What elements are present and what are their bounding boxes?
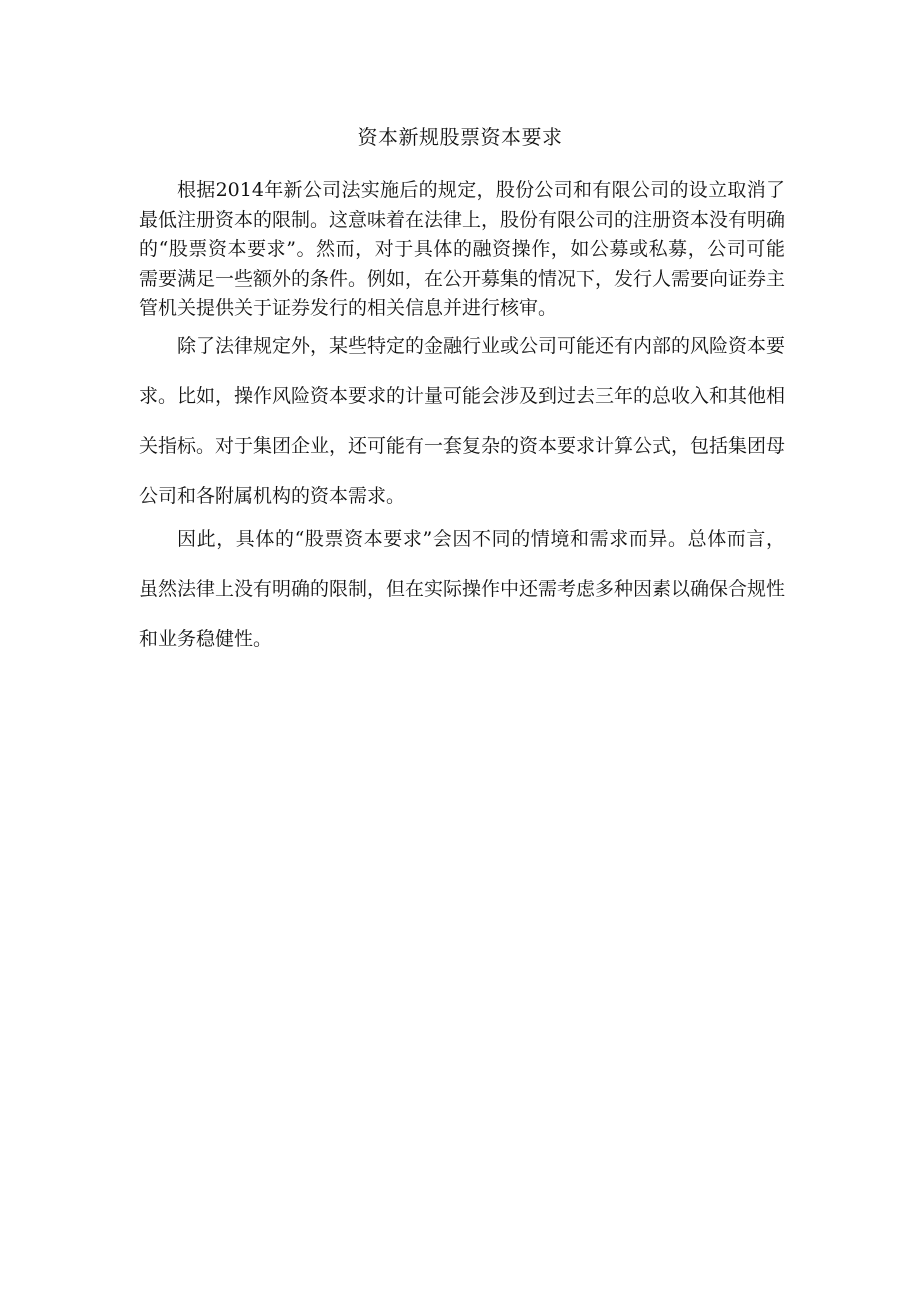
- document-title: 资本新规股票资本要求: [357, 125, 563, 149]
- paragraph-2: 除了法律规定外，某些特定的金融行业或公司可能还有内部的风险资本要求。比如，操作风险资本要求的计量可能会涉及到过去三年的总收入和其他相关指标。对于集团企业，还可能有一套复杂的资本要求计算公式，包括集团母公司和各附属机构的资本需求。: [139, 335, 786, 507]
- paragraph-3: 因此，具体的“股票资本要求”会因不同的情境和需求而异。总体而言，虽然法律上没有明确的限制，但在实际操作中还需考虑多种因素以确保合规性和业务稳健性。: [139, 528, 786, 650]
- paragraph-1: 根据2014年新公司法实施后的规定，股份公司和有限公司的设立取消了最低注册资本的限制。这意味着在法律上，股份有限公司的注册资本没有明确的“股票资本要求”。然而，对于具体的融资操作，如公募或私募，公司可能需要满足一些额外的条件。例如，在公开募集的情况下，发行人需要向证券主管机关提供关于证券发行的相关信息并进行核审。: [139, 179, 786, 319]
